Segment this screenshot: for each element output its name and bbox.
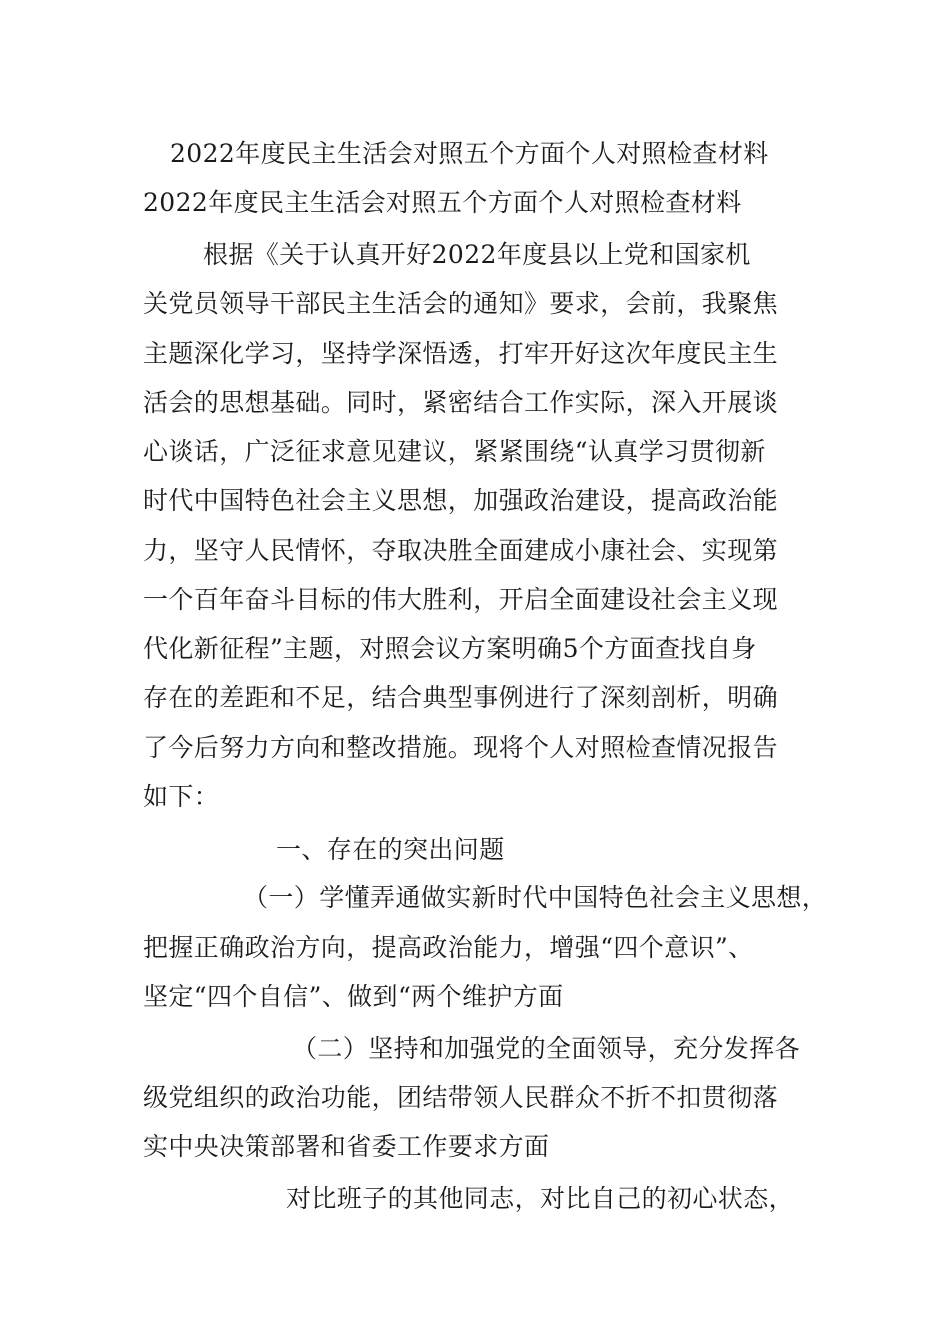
document-title-line-2: 2022年度民主生活会对照五个方面个人对照检查材料 [143,188,742,217]
intro-line: 根据《关于认真开好2022年度县以上党和国家机 [203,240,751,269]
subsection-2-line: （二）坚持和加强党的全面领导，充分发挥各 [292,1034,801,1063]
intro-line: 存在的差距和不足，结合典型事例进行了深刻剖析，明确 [143,683,779,712]
body-line: 对比班子的其他同志，对比自己的初心状态， [286,1184,795,1213]
intro-line: 一个百年奋斗目标的伟大胜利，开启全面建设社会主义现 [143,585,779,614]
subsection-1-line: （一）学懂弄通做实新时代中国特色社会主义思想， [243,883,828,912]
intro-line: 力，坚守人民情怀，夺取决胜全面建成小康社会、实现第 [143,536,779,565]
subsection-1-line: 把握正确政治方向，提高政治能力，增强“四个意识”、 [143,933,754,962]
intro-line: 如下： [143,782,220,811]
subsection-2-line: 实中央决策部署和省委工作要求方面 [143,1132,550,1161]
subsection-2-line: 级党组织的政治功能，团结带领人民群众不折不扣贯彻落 [143,1083,779,1112]
subsection-1-line: 坚定“四个自信”、做到“两个维护方面 [143,982,564,1011]
intro-line: 关党员领导干部民主生活会的通知》要求，会前，我聚焦 [143,289,779,318]
intro-line: 活会的思想基础。同时，紧密结合工作实际，深入开展谈 [143,388,779,417]
section-heading: 一、存在的突出问题 [276,835,505,864]
intro-line: 了今后努力方向和整改措施。现将个人对照检查情况报告 [143,733,779,762]
intro-line: 心谈话，广泛征求意见建议，紧紧围绕“认真学习贯彻新 [143,437,766,466]
intro-line: 时代中国特色社会主义思想，加强政治建设，提高政治能 [143,486,779,515]
intro-line: 主题深化学习，坚持学深悟透，打牢开好这次年度民主生 [143,339,779,368]
intro-line: 代化新征程”主题，对照会议方案明确5个方面查找自身 [143,634,757,663]
document-title-line-1: 2022年度民主生活会对照五个方面个人对照检查材料 [170,139,769,168]
